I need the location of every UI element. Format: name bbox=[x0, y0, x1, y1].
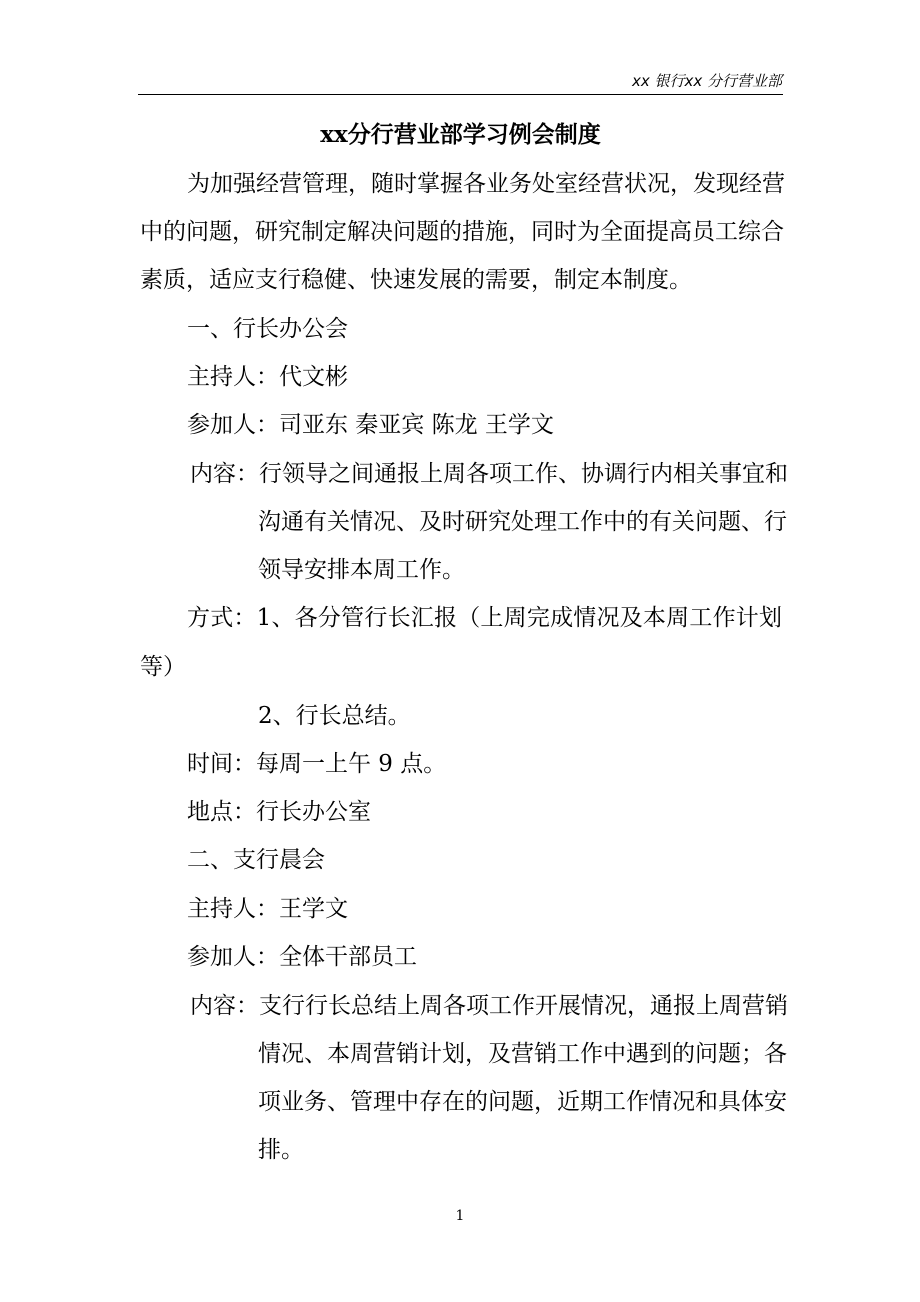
section2-participants: 参加人：全体干部员工 bbox=[187, 944, 417, 970]
section1-method-line-3: 2、行长总结。 bbox=[258, 703, 411, 729]
section2-content-line-3: 项业务、管理中存在的问题，近期工作情况和具体安 bbox=[258, 1089, 787, 1115]
section2-host: 主持人：王学文 bbox=[187, 896, 348, 922]
intro-line-1: 为加强经营管理，随时掌握各业务处室经营状况，发现经营 bbox=[187, 171, 785, 197]
section2-content-line-1: 内容：支行行长总结上周各项工作开展情况，通报上周营销 bbox=[190, 993, 788, 1019]
header-rule bbox=[138, 94, 783, 95]
section1-method-line-1: 方式：1、各分管行长汇报（上周完成情况及本周工作计划 bbox=[187, 605, 782, 631]
section1-time: 时间：每周一上午 9 点。 bbox=[187, 751, 447, 777]
section1-location: 地点：行长办公室 bbox=[187, 799, 371, 825]
section1-participants: 参加人：司亚东 秦亚宾 陈龙 王学文 bbox=[187, 412, 554, 438]
section2-content-line-2: 情况、本周营销计划，及营销工作中遇到的问题；各 bbox=[258, 1041, 787, 1067]
section1-method-line-2: 等） bbox=[140, 654, 186, 680]
header-text: xx 银行xx 分行营业部 bbox=[631, 72, 782, 90]
section1-content-line-2: 沟通有关情况、及时研究处理工作中的有关问题、行 bbox=[258, 509, 787, 535]
document-title: xx分行营业部学习例会制度 bbox=[320, 121, 601, 148]
section1-heading: 一、行长办公会 bbox=[187, 316, 348, 342]
intro-line-2: 中的问题，研究制定解决问题的措施，同时为全面提高员工综合 bbox=[140, 219, 784, 245]
section1-host: 主持人：代文彬 bbox=[187, 364, 348, 390]
section2-heading: 二、支行晨会 bbox=[187, 847, 325, 873]
section2-content-line-4: 排。 bbox=[258, 1137, 304, 1163]
section1-content-line-1: 内容：行领导之间通报上周各项工作、协调行内相关事宜和 bbox=[190, 461, 788, 487]
section1-content-line-3: 领导安排本周工作。 bbox=[258, 557, 465, 583]
page-number: 1 bbox=[455, 1208, 465, 1224]
intro-line-3: 素质，适应支行稳健、快速发展的需要，制定本制度。 bbox=[140, 267, 692, 293]
